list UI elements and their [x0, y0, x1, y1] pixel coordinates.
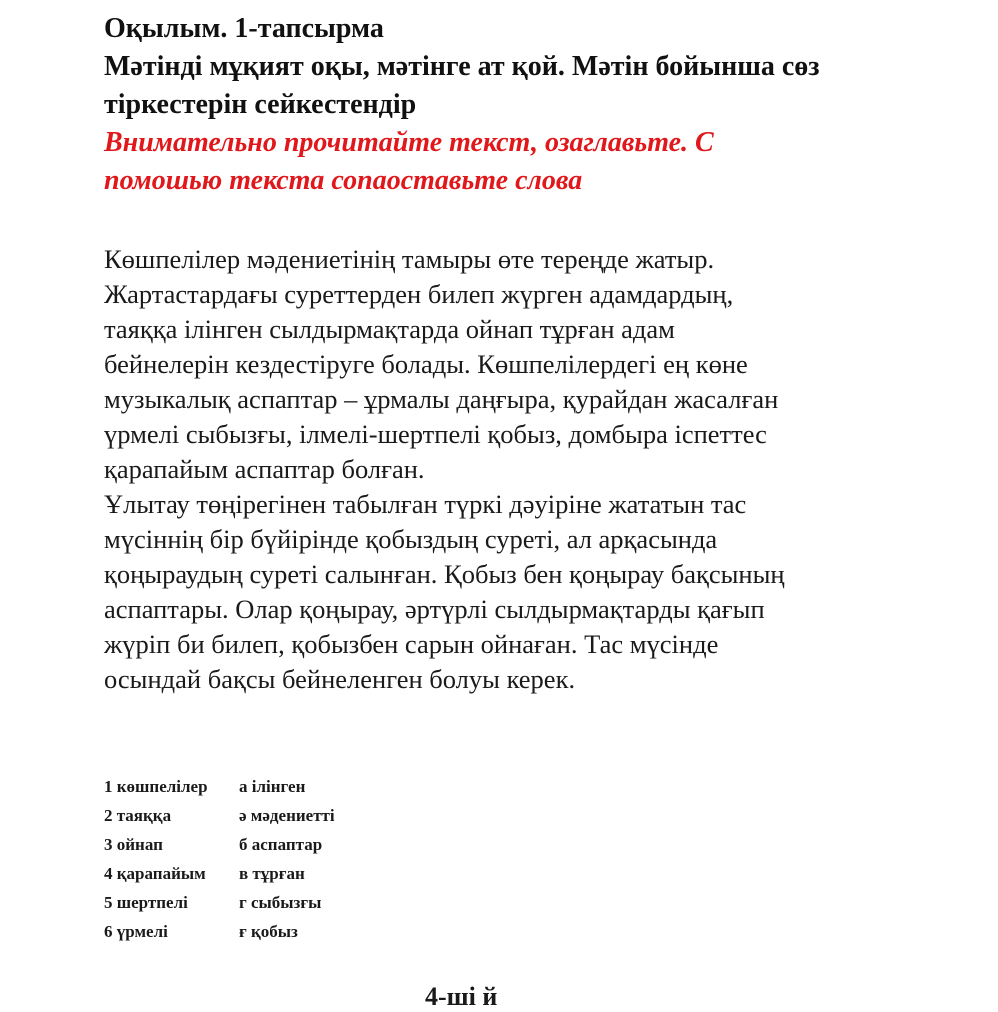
text-line: қоңыраудың суреті салынған. Қобыз бен қоңырау бақсының — [104, 559, 785, 589]
text-line: үрмелі сыбызғы, ілмелі-шертпелі қобыз, домбыра іспеттес — [104, 419, 767, 449]
matching-right-item: б аспаптар — [239, 835, 323, 854]
matching-row — [104, 888, 335, 917]
matching-left-item: 2 таяққа — [104, 806, 172, 825]
matching-left-item: 1 көшпелілер — [104, 777, 208, 796]
text-line: осындай бақсы бейнеленген болуы керек. — [104, 664, 576, 694]
russian-instruction-line-1: Внимательно прочитайте текст, озаглавьте. С — [104, 127, 714, 158]
reading-text — [104, 242, 964, 697]
matching-left-item: 6 үрмелі — [104, 922, 168, 941]
matching-row — [104, 830, 335, 859]
text-line: музыкалық аспаптар – ұрмалы даңғыра, қурайдан жасалған — [104, 384, 779, 414]
matching-right-item: г сыбызғы — [239, 893, 322, 912]
matching-right-item: а ілінген — [239, 777, 306, 796]
task-instruction-line-1: Мәтінді мұқият оқы, мәтінге ат қой. Мәтін бойынша сөз — [104, 51, 820, 82]
matching-left-item: 5 шертпелі — [104, 893, 188, 912]
next-task-heading-cutoff: 4-ші й — [425, 982, 498, 1011]
russian-instruction-line-2: помошью текста сопаоставьте слова — [104, 165, 583, 196]
task-instruction-line-2: тіркестерін сейкестендір — [104, 89, 417, 120]
matching-row — [104, 772, 335, 801]
text-line: Жартастардағы суреттерден билеп жүрген адамдардың, — [104, 279, 734, 309]
matching-row — [104, 801, 335, 830]
matching-right-item: ә мәдениетті — [239, 806, 335, 825]
matching-table — [104, 772, 335, 946]
text-line: Көшпелілер мәдениетінің тамыры өте тереңде жатыр. — [104, 244, 715, 274]
text-line: бейнелерін кездестіруге болады. Көшпелілердегі ең көне — [104, 349, 748, 379]
task-title: Оқылым. 1-тапсырма — [104, 13, 384, 44]
matching-right-item: ғ қобыз — [239, 922, 298, 941]
matching-left-item: 3 ойнап — [104, 835, 163, 854]
russian-instruction — [104, 124, 964, 200]
matching-row — [104, 859, 335, 888]
task-heading — [104, 10, 964, 124]
matching-left-item: 4 қарапайым — [104, 864, 206, 883]
text-line: жүріп би билеп, қобызбен сарын ойнаған. Тас мүсінде — [104, 629, 719, 659]
text-line: мүсіннің бір бүйірінде қобыздың суреті, ал арқасында — [104, 524, 718, 554]
text-line: аспаптары. Олар қоңырау, әртүрлі сылдырмақтарды қағып — [104, 594, 765, 624]
text-line: қарапайым аспаптар болған. — [104, 454, 425, 484]
matching-right-item: в тұрған — [239, 864, 305, 883]
text-line: таяққа ілінген сылдырмақтарда ойнап тұрған адам — [104, 314, 675, 344]
text-line: Ұлытау төңірегінен табылған түркі дәуіріне жататын тас — [104, 489, 747, 519]
matching-row — [104, 917, 335, 946]
